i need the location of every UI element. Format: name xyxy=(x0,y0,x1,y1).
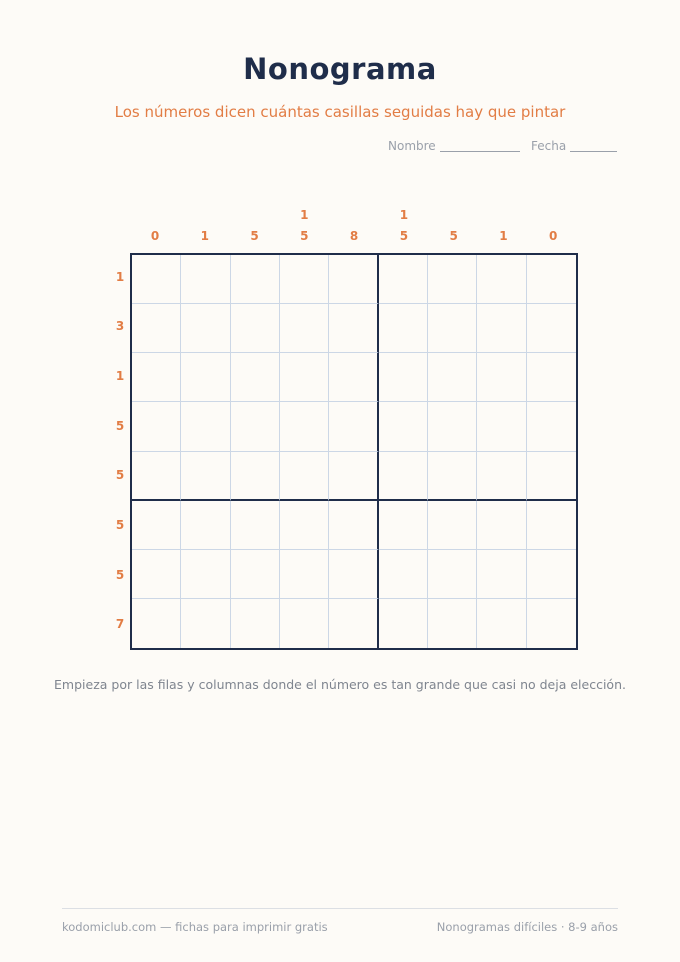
grid-cell[interactable] xyxy=(280,550,329,599)
grid-cell[interactable] xyxy=(231,550,280,599)
grid-cell[interactable] xyxy=(231,402,280,451)
grid-cell[interactable] xyxy=(181,550,230,599)
grid-cell[interactable] xyxy=(527,353,576,402)
grid-cell[interactable] xyxy=(379,501,428,550)
grid-cell[interactable] xyxy=(280,501,329,550)
grid-cell[interactable] xyxy=(280,452,329,501)
grid-cell[interactable] xyxy=(428,353,477,402)
grid-cell[interactable] xyxy=(132,550,181,599)
grid-cell[interactable] xyxy=(379,599,428,648)
grid-cell[interactable] xyxy=(329,402,378,451)
grid-cell[interactable] xyxy=(527,599,576,648)
grid-cell[interactable] xyxy=(329,353,378,402)
grid-cell[interactable] xyxy=(181,255,230,304)
row-clue: 5 xyxy=(115,418,125,433)
grid-cell[interactable] xyxy=(379,402,428,451)
grid-cell[interactable] xyxy=(181,304,230,353)
column-clue: 0 xyxy=(150,229,160,243)
grid-cell[interactable] xyxy=(527,255,576,304)
date-field xyxy=(531,139,617,153)
grid-cell[interactable] xyxy=(428,255,477,304)
grid-cell[interactable] xyxy=(477,550,526,599)
grid-cell[interactable] xyxy=(428,402,477,451)
grid-cell[interactable] xyxy=(329,599,378,648)
grid-cell[interactable] xyxy=(527,402,576,451)
grid-cell[interactable] xyxy=(379,304,428,353)
grid-cell[interactable] xyxy=(231,452,280,501)
grid-cell[interactable] xyxy=(181,599,230,648)
column-clue: 1 xyxy=(200,229,209,243)
grid-cell[interactable] xyxy=(231,501,280,550)
grid-cell[interactable] xyxy=(379,550,428,599)
nonogram-grid xyxy=(130,253,578,650)
grid-cell[interactable] xyxy=(132,353,181,402)
grid-cell[interactable] xyxy=(280,304,329,353)
grid-cell[interactable] xyxy=(428,501,477,550)
date-label: Fecha xyxy=(531,139,567,153)
instruction-text: Empieza por las filas y columnas donde el número es tan grande que casi no deja elección. xyxy=(54,677,626,692)
row-clue: 5 xyxy=(115,567,125,582)
grid-cell[interactable] xyxy=(231,255,280,304)
grid-cell[interactable] xyxy=(181,402,230,451)
page-subtitle: Los números dicen cuántas casillas seguidas hay que pintar xyxy=(114,103,566,121)
grid-cell[interactable] xyxy=(477,255,526,304)
grid-cell[interactable] xyxy=(181,452,230,501)
grid-cell[interactable] xyxy=(329,452,378,501)
grid-cell[interactable] xyxy=(181,501,230,550)
row-clue: 3 xyxy=(115,319,125,334)
row-clue: 5 xyxy=(115,468,125,483)
footer-category: Nonogramas difíciles · 8-9 años xyxy=(436,920,618,934)
name-label: Nombre xyxy=(388,139,436,153)
grid-cell[interactable] xyxy=(379,255,428,304)
name-field xyxy=(388,139,520,153)
grid-cell[interactable] xyxy=(132,501,181,550)
grid-cell[interactable] xyxy=(132,452,181,501)
row-clue: 1 xyxy=(115,269,125,284)
grid-cell[interactable] xyxy=(477,353,526,402)
grid-cell[interactable] xyxy=(132,599,181,648)
page-title: Nonograma xyxy=(243,52,437,86)
grid-cell[interactable] xyxy=(329,304,378,353)
grid-cell[interactable] xyxy=(132,304,181,353)
grid-cell[interactable] xyxy=(280,402,329,451)
grid-cell[interactable] xyxy=(231,304,280,353)
row-clue: 7 xyxy=(115,617,125,632)
footer-divider xyxy=(62,908,618,909)
grid-cell[interactable] xyxy=(477,452,526,501)
grid-cell[interactable] xyxy=(527,501,576,550)
column-clue: 5 xyxy=(399,229,409,243)
grid-cell[interactable] xyxy=(181,353,230,402)
grid-cell[interactable] xyxy=(428,304,477,353)
grid-cell[interactable] xyxy=(231,599,280,648)
grid-cell[interactable] xyxy=(477,304,526,353)
grid-cell[interactable] xyxy=(428,452,477,501)
grid-cell[interactable] xyxy=(280,599,329,648)
column-clue: 8 xyxy=(349,229,359,243)
grid-cell[interactable] xyxy=(527,304,576,353)
grid-cell[interactable] xyxy=(329,501,378,550)
row-clue: 5 xyxy=(115,517,125,532)
column-clue: 5 xyxy=(449,229,458,243)
grid-cell[interactable] xyxy=(527,550,576,599)
column-clue: 1 xyxy=(499,229,508,243)
row-clue: 1 xyxy=(115,369,125,384)
grid-cell[interactable] xyxy=(477,599,526,648)
grid-cell[interactable] xyxy=(527,452,576,501)
grid-cell[interactable] xyxy=(379,353,428,402)
grid-cell[interactable] xyxy=(280,255,329,304)
grid-cell[interactable] xyxy=(329,255,378,304)
grid-cell[interactable] xyxy=(280,353,329,402)
column-clue: 5 xyxy=(250,229,259,243)
grid-cell[interactable] xyxy=(428,599,477,648)
grid-cell[interactable] xyxy=(379,452,428,501)
column-clue: 0 xyxy=(549,229,558,243)
column-clue: 5 xyxy=(300,229,309,243)
footer-site: kodomiclub.com — fichas para imprimir gratis xyxy=(62,920,328,934)
date-line xyxy=(570,151,617,152)
grid-cell[interactable] xyxy=(231,353,280,402)
grid-cell[interactable] xyxy=(428,550,477,599)
column-clue: 1 xyxy=(399,208,409,222)
name-line xyxy=(440,151,520,152)
grid-cell[interactable] xyxy=(329,550,378,599)
grid-cell[interactable] xyxy=(477,402,526,451)
grid-cell[interactable] xyxy=(132,255,181,304)
grid-cell[interactable] xyxy=(132,402,181,451)
column-clue: 1 xyxy=(300,208,309,222)
grid-cell[interactable] xyxy=(477,501,526,550)
